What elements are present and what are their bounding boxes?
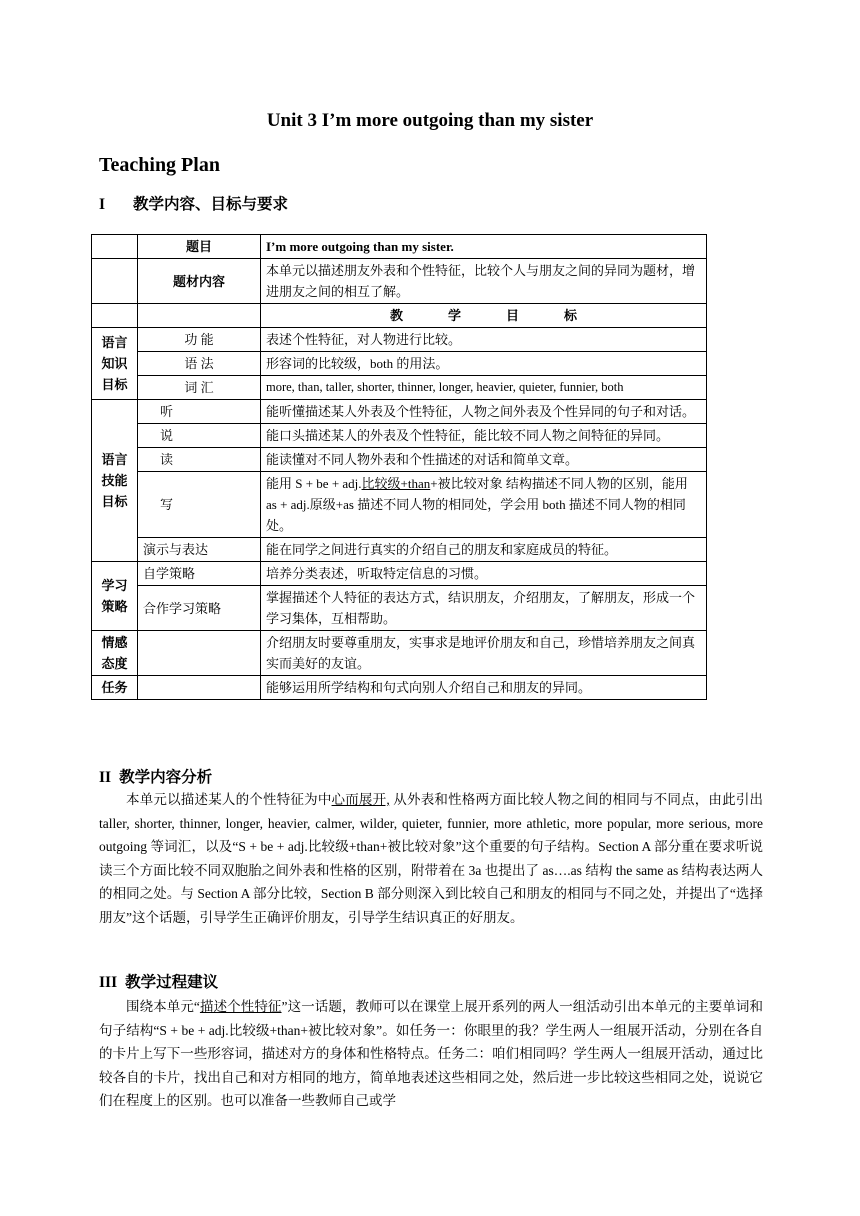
section-1-heading xyxy=(99,192,288,214)
listening-value: 能听懂描述某人外表及个性特征，人物之间外表及个性异同的句子和对话。 xyxy=(261,400,707,424)
table-row xyxy=(92,424,707,448)
table-row xyxy=(92,586,707,631)
content-label: 题材内容 xyxy=(138,259,261,304)
self-study-value: 培养分类表述，听取特定信息的习惯。 xyxy=(261,562,707,586)
language-skills-label: 语言技能目标 xyxy=(92,400,138,562)
language-knowledge-label: 语言知识目标 xyxy=(92,328,138,400)
document-title: Unit 3 I’m more outgoing than my sister xyxy=(266,110,594,131)
objectives-header: 教 学 目 标 xyxy=(261,304,707,328)
section-1-title: 教学内容、目标与要求 xyxy=(133,196,289,213)
table-row xyxy=(92,376,707,400)
table-row xyxy=(92,352,707,376)
presentation-value: 能在同学之间进行真实的介绍自己的朋友和家庭成员的特征。 xyxy=(261,538,707,562)
function-label: 功 能 xyxy=(138,328,261,352)
section-1-number: I xyxy=(99,196,106,213)
vocabulary-value: more, than, taller, shorter, thinner, longer, heavier, quieter, funnier, both xyxy=(261,376,707,400)
attitude-label: 情感态度 xyxy=(92,631,138,676)
function-value: 表述个性特征，对人物进行比较。 xyxy=(261,328,707,352)
table-row xyxy=(92,259,707,304)
cooperative-label: 合作学习策略 xyxy=(138,586,261,631)
section-2-paragraph: 本单元以描述某人的个性特征为中心而展开, 从外表和性格两方面比较人物之间的相同与不同点，由此引出 taller, shorter, thinner, longer, heavier, calmer, wilder, quieter, funnier, more athletic, more popular, more serious, more outgoing 等词汇，以及“S + be + adj.比较级+than+被比较对象”这个重要的句子结构。Section A 部分重在要求听说读三个方面比较不同双胞胎之间外表和性格的区别，附带着在 3a 也提出了 as….as 结构 the same as 结构表达两人的相同之处。与 Section A 部分比较，Section B 部分则深入到比较自己和朋友的相同与不同之处，并提出了“选择朋友”这个话题，引导学生正确评价朋友，引导学生结识真正的好朋友。 xyxy=(99,792,764,925)
writing-label: 写 xyxy=(138,472,261,538)
reading-label: 读 xyxy=(138,448,261,472)
attitude-value: 介绍朋友时要尊重朋友，实事求是地评价朋友和自己，珍惜培养朋友之间真实而美好的友谊。 xyxy=(261,631,707,676)
table-row xyxy=(92,676,707,700)
presentation-label: 演示与表达 xyxy=(138,538,261,562)
listening-label: 听 xyxy=(138,400,261,424)
table-row xyxy=(92,448,707,472)
speaking-value: 能口头描述某人的外表及个性特征，能比较不同人物之间特征的异同。 xyxy=(261,424,707,448)
cooperative-value: 掌握描述个人特征的表达方式，结识朋友，介绍朋友，了解朋友，形成一个学习集体，互相帮助。 xyxy=(261,586,707,631)
reading-value: 能读懂对不同人物外表和个性描述的对话和简单文章。 xyxy=(261,448,707,472)
table-row xyxy=(92,400,707,424)
speaking-label: 说 xyxy=(138,424,261,448)
teaching-plan-heading: Teaching Plan xyxy=(99,154,220,176)
learning-strategy-label: 学习策略 xyxy=(92,562,138,631)
table-row xyxy=(92,328,707,352)
section-3-heading xyxy=(99,970,218,992)
table-row xyxy=(92,538,707,562)
content-value: 本单元以描述朋友外表和个性特征，比较个人与朋友之间的异同为题材，增进朋友之间的相互了解。 xyxy=(261,259,707,304)
grammar-value: 形容词的比较级，both 的用法。 xyxy=(261,352,707,376)
task-label: 任务 xyxy=(92,676,138,700)
topic-value: I’m more outgoing than my sister. xyxy=(261,235,707,259)
section-2-heading xyxy=(99,765,212,787)
section-2-title: 教学内容分析 xyxy=(119,769,213,786)
table-row xyxy=(92,562,707,586)
section-3-number: III xyxy=(99,974,118,991)
table-row xyxy=(92,235,707,259)
grammar-label: 语 法 xyxy=(138,352,261,376)
self-study-label: 自学策略 xyxy=(138,562,261,586)
teaching-plan-table xyxy=(91,234,707,700)
table-row xyxy=(92,631,707,676)
section-3-paragraph: 围绕本单元“描述个性特征”这一话题，教师可以在课堂上展开系列的两人一组活动引出本单元的主要单词和句子结构“S + be + adj.比较级+than+被比较对象”。如任务一：你眼里的我？学生两人一组展开活动，分别在各自的卡片上写下一些形容词，描述对方的身体和性格特点。任务二：咱们相同吗？学生两人一组展开活动，通过比较各自的卡片，找出自己和对方相同的地方，简单地表述这些相同之处，然后进一步比较这些相同之处，说说它们在程度上的区别。也可以准备一些教师自己或学 xyxy=(99,999,764,1108)
writing-value: 能用 S + be + adj.比较级+than+被比较对象 结构描述不同人物的区别，能用 as + adj.原级+as 描述不同人物的相同处，学会用 both 描述不同人物的相同处。 xyxy=(261,472,707,538)
topic-label: 题目 xyxy=(138,235,261,259)
vocabulary-label: 词 汇 xyxy=(138,376,261,400)
table-row xyxy=(92,304,707,328)
table-row xyxy=(92,472,707,538)
section-3-title: 教学过程建议 xyxy=(125,974,219,991)
section-2-number: II xyxy=(99,769,112,786)
task-value: 能够运用所学结构和句式向别人介绍自己和朋友的异同。 xyxy=(261,676,707,700)
